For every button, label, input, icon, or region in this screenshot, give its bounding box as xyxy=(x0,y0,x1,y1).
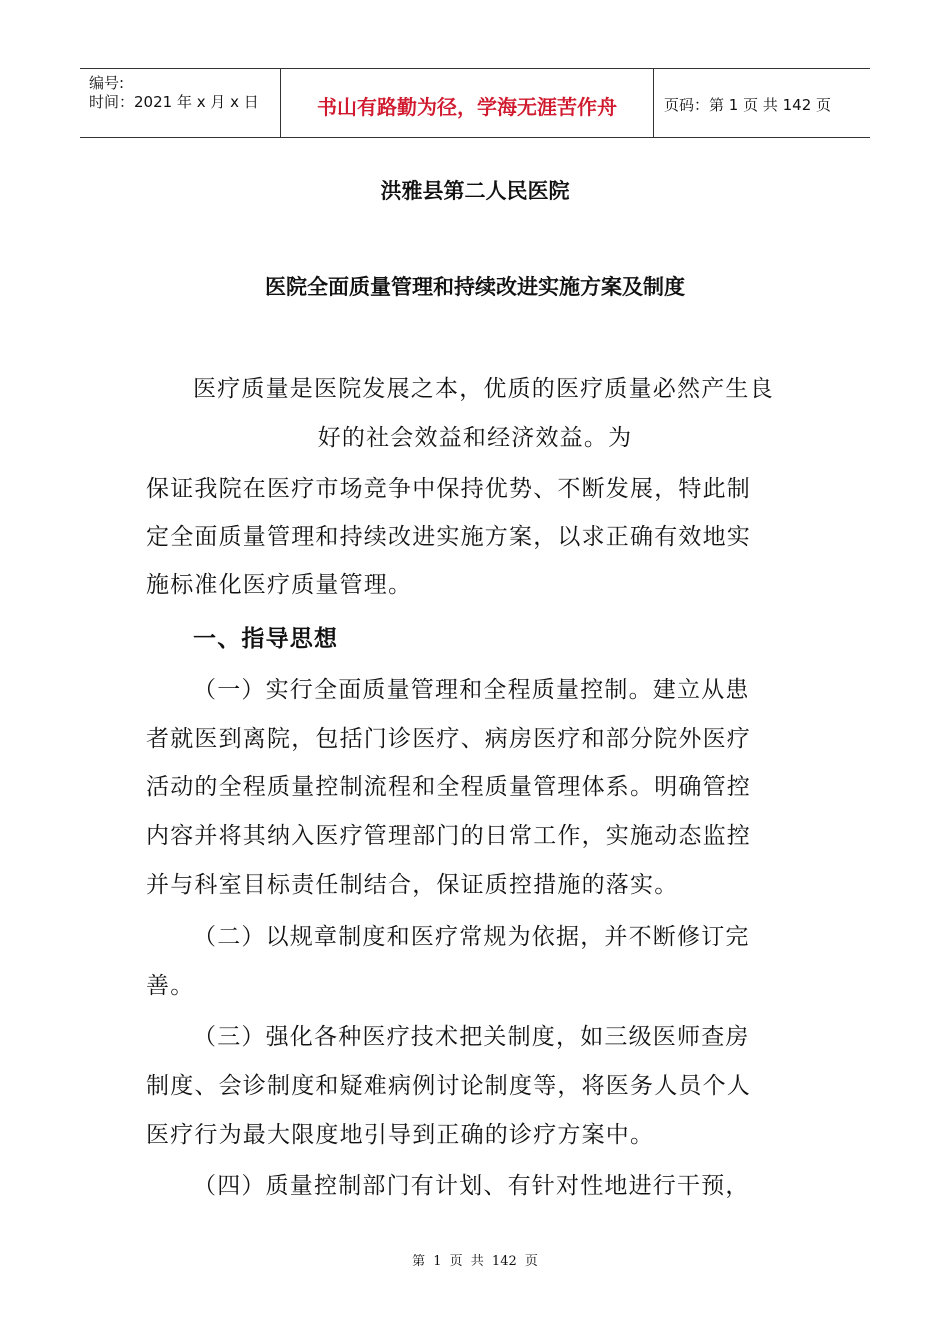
body-line: （二）以规章制度和医疗常规为依据，并不断修订完 xyxy=(193,924,750,950)
body-line: 施标准化医疗质量管理。 xyxy=(146,572,413,598)
body-line: 医疗行为最大限度地引导到正确的诊疗方案中。 xyxy=(146,1122,655,1148)
page-footer: 第 1 页 共 142 页 xyxy=(412,1254,538,1269)
body-line: 并与科室目标责任制结合，保证质控措施的落实。 xyxy=(146,872,679,898)
body-line: 者就医到离院，包括门诊医疗、病房医疗和部分院外医疗 xyxy=(146,726,751,752)
body-line: （一）实行全面质量管理和全程质量控制。建立从患 xyxy=(193,677,750,703)
body-line: （三）强化各种医疗技术把关制度，如三级医师查房 xyxy=(193,1024,750,1050)
header-table xyxy=(80,68,870,138)
body-line: 善。 xyxy=(146,973,195,999)
header-motto-cell xyxy=(280,69,654,137)
hospital-name: 洪雅县第二人民医院 xyxy=(380,179,570,203)
date-label: 时间：2021 年 x 月 x 日 xyxy=(89,93,259,111)
motto: 书山有路勤为径，学海无涯苦作舟 xyxy=(317,95,617,119)
body-line: （四）质量控制部门有计划、有针对性地进行干预， xyxy=(193,1173,750,1199)
body-line: 活动的全程质量控制流程和全程质量管理体系。明确管控 xyxy=(146,774,751,800)
body-line: 定全面质量管理和持续改进实施方案，以求正确有效地实 xyxy=(146,524,751,550)
number-label: 编号: xyxy=(89,74,125,92)
page-info: 页码：第 1 页 共 142 页 xyxy=(664,96,832,114)
header-info-cell xyxy=(80,69,280,137)
body-line: 好的社会效益和经济效益。为 xyxy=(317,425,633,451)
body-line: 制度、会诊制度和疑难病例讨论制度等，将医务人员个人 xyxy=(146,1073,751,1099)
section-heading: 一、指导思想 xyxy=(193,626,339,652)
header-page-cell xyxy=(654,69,870,137)
body-line: 医疗质量是医院发展之本，优质的医疗质量必然产生良 xyxy=(193,376,774,402)
body-line: 保证我院在医疗市场竞争中保持优势、不断发展，特此制 xyxy=(146,476,751,502)
body-line: 内容并将其纳入医疗管理部门的日常工作，实施动态监控 xyxy=(146,823,751,849)
document-title: 医院全面质量管理和持续改进实施方案及制度 xyxy=(265,275,685,299)
